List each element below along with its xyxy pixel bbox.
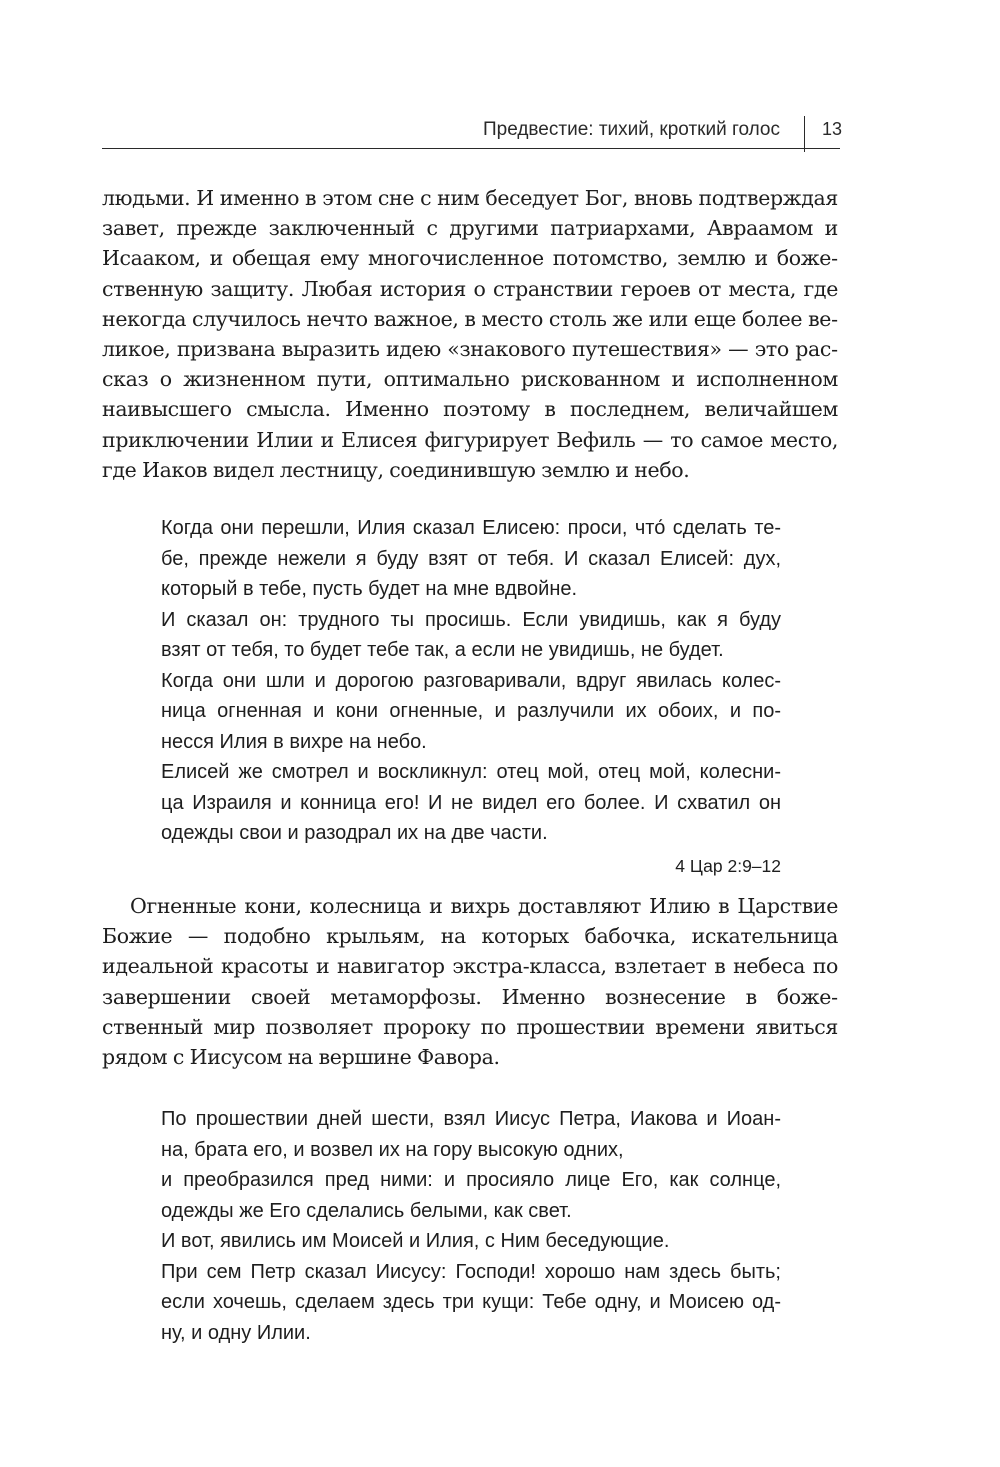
scripture-quote-1	[161, 513, 781, 881]
quote-line: и преобразился пред ними: и просияло лице Его, как солнце,	[161, 1169, 781, 1191]
quote-line: При сем Петр сказал Иисусу: Господи! хорошо нам здесь быть;	[161, 1260, 781, 1283]
quote-line: бе, прежде нежели я буду взят от тебя. И сказал Елисей: дух,	[161, 547, 781, 570]
scripture-quote-2	[161, 1104, 781, 1348]
quote-line: одежды же Его сделались белыми, как свет.	[161, 1199, 572, 1222]
quote-line: Когда они шли и дорогою разговаривали, вдруг явилась колес-	[161, 669, 781, 692]
quote-line: По прошествии дней шести, взял Иисус Петра, Иакова и Иоан-	[161, 1108, 781, 1130]
body-paragraph-1: людьми. И именно в этом сне с ним беседует Бог, вновь подтверждая завет, прежде заключенный с другими патриархами, Авраамом и Исааком, и обещая ему многочисленное потомство, землю и божественную защиту. Любая история о странствии героев от места, где некогда случилось нечто важное, в место столь же или еще более великое, призвана выразить идею «знакового путешествия» — это рассказ о жизненном пути, оптимально рискованном и исполненном наивысшего смысла. Именно поэтому в последнем, величайшем приключении Илии и Елисея фигурирует Вефиль — то самое место, где Иаков видел лестницу, соединившую землю и небо.	[102, 186, 838, 482]
quote-line: на, брата его, и возвел их на гору высокую одних,	[161, 1138, 624, 1161]
quote-line: И сказал он: трудного ты просишь. Если увидишь, как я буду	[161, 608, 781, 631]
quote-line: несся Илия в вихре на небо.	[161, 730, 427, 753]
header-horizontal-rule	[102, 148, 840, 149]
quote-line: если хочешь, сделаем здесь три кущи: Тебе одну, и Моисею од-	[161, 1291, 781, 1313]
quote-citation: 4 Цар 2:9–12	[675, 855, 781, 876]
running-header	[102, 116, 843, 152]
quote-line: одежды свои и разодрал их на две части.	[161, 822, 548, 844]
header-vertical-rule	[804, 116, 805, 152]
quote-line: Когда они перешли, Илия сказал Елисею: проси, что́ сделать те-	[161, 517, 781, 539]
quote-line: ца Израиля и конница его! И не видел его более. И схватил он	[161, 791, 781, 814]
body-paragraph-2: Огненные кони, колесница и вихрь доставляют Илию в Царствие Божие — подобно крыльям, на которых бабочка, искательница идеальной красоты и навигатор экстра-класса, взлетает в небеса по завершении своей метаморфозы. Именно вознесение в божественный мир позволяет пророку по прошествии времени явиться рядом с Иисусом на вершине Фавора.	[102, 894, 838, 1070]
quote-line: взят от тебя, то будет тебе так, а если не увидишь, не будет.	[161, 639, 724, 661]
quote-line: ница огненная и кони огненные, и разлучили их обоих, и по-	[161, 700, 781, 722]
running-title: Предвестие: тихий, кроткий голос	[482, 119, 780, 140]
quote-line: Елисей же смотрел и воскликнул: отец мой, отец мой, колесни-	[161, 761, 781, 783]
quote-line: И вот, явились им Моисей и Илия, с Ним беседующие.	[161, 1230, 670, 1252]
quote-line: ну, и одну Илии.	[161, 1321, 311, 1344]
quote-line: который в тебе, пусть будет на мне вдвойне.	[161, 578, 578, 600]
page-number: 13	[822, 119, 843, 139]
